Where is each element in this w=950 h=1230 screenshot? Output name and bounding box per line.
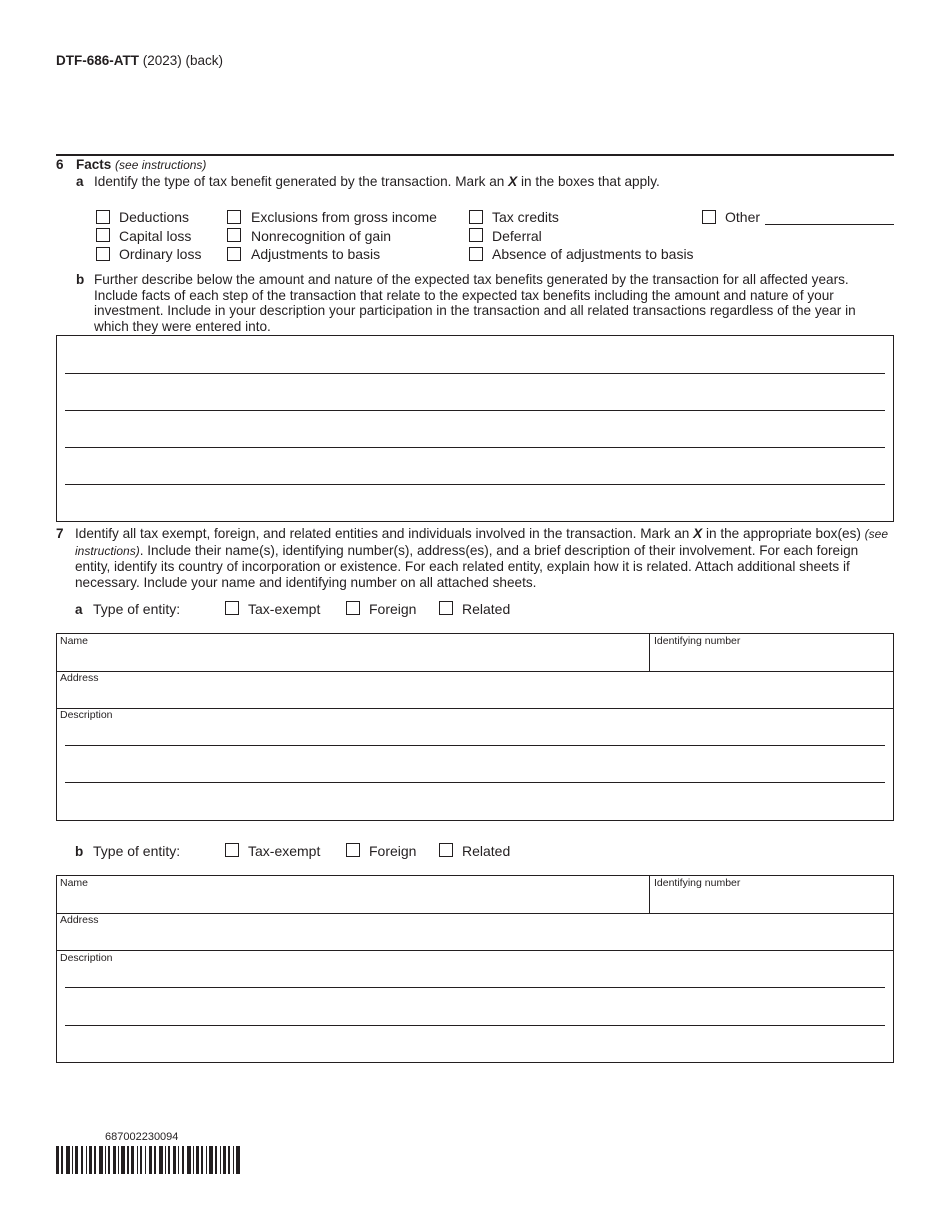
tax-credits-checkbox[interactable] [469,210,483,224]
x-mark: X [508,174,518,189]
line-6b-answer-line [65,484,885,485]
barcode-bar [99,1146,103,1174]
barcode-bar [108,1146,110,1174]
capital-loss-checkbox[interactable] [96,228,110,242]
barcode-bar [137,1146,138,1174]
barcode-bar [236,1146,240,1174]
barcode-bar [131,1146,134,1174]
deductions-label: Deductions [119,209,190,225]
absence-adjustments-checkbox[interactable] [469,247,483,261]
entity-a-divider [649,633,650,671]
barcode-bar [86,1146,87,1174]
entity-a-description-line [65,745,885,746]
entity-a-id-field[interactable]: Identifying number [654,635,741,647]
entity-a-divider [56,671,894,672]
entity-b-description-line [65,987,885,988]
barcode-bar [165,1146,166,1174]
barcode [56,1146,240,1174]
entity-a-tax-exempt-label: Tax-exempt [248,601,321,617]
barcode-bar [206,1146,207,1174]
barcode-number: 687002230094 [105,1131,179,1143]
entity-a-foreign-checkbox[interactable] [346,601,360,615]
line-6b-text: Further describe below the amount and nature of the expected tax benefits generated by the transaction for all affected years. Include facts of each step of the transaction that relate to the expected tax benefits including the amount and nature of your investment. Include in your description your participation in the transaction and all related transactions regardless of the year in which they were entered into. [94,272,856,334]
barcode-bar [215,1146,217,1174]
nonrecognition-checkbox[interactable] [227,228,241,242]
line-7-text-1: Identify all tax exempt, foreign, and related entities and individuals involved in the transaction. Mark an [75,526,694,541]
entity-a-letter: a [75,602,83,617]
line-6-note: (see instructions) [115,158,207,172]
other-label: Other [725,209,761,225]
entity-b-foreign-checkbox[interactable] [346,843,360,857]
line-6b-answer-line [65,373,885,374]
barcode-bar [223,1146,226,1174]
x-mark: X [693,526,703,541]
barcode-bar [66,1146,70,1174]
barcode-bar [81,1146,83,1174]
entity-a-description-field[interactable]: Description [60,709,113,721]
section-divider [56,154,894,156]
entity-b-table [56,875,894,1063]
entity-a-name-field[interactable]: Name [60,635,89,647]
entity-a-description-line [65,782,885,783]
line-7-text [75,526,890,590]
form-meta: (2023) (back) [139,53,224,68]
entity-b-description-line [65,1025,885,1026]
other-input-line[interactable] [765,224,894,225]
line-6b-answer-line [65,447,885,448]
line-6a-text-after: in the boxes that apply. [517,174,660,189]
entity-a-divider [56,708,894,709]
barcode-bar [56,1146,59,1174]
entity-b-name-field[interactable]: Name [60,877,89,889]
absence-adjustments-label: Absence of adjustments to basis [492,246,694,262]
entity-a-address-field[interactable]: Address [60,672,99,684]
barcode-bar [173,1146,176,1174]
capital-loss-label: Capital loss [119,228,192,244]
ordinary-loss-checkbox[interactable] [96,247,110,261]
deferral-checkbox[interactable] [469,228,483,242]
tax-credits-label: Tax credits [492,209,559,225]
line-7-number: 7 [56,526,64,541]
entity-a-foreign-label: Foreign [369,601,417,617]
nonrecognition-label: Nonrecognition of gain [251,228,392,244]
barcode-bar [61,1146,63,1174]
entity-b-related-label: Related [462,843,511,859]
entity-b-divider [56,950,894,951]
entity-b-foreign-label: Foreign [369,843,417,859]
entity-b-address-field[interactable]: Address [60,914,99,926]
form-header [56,53,223,68]
line-6b-letter: b [76,272,85,287]
exclusions-checkbox[interactable] [227,210,241,224]
other-checkbox[interactable] [702,210,716,224]
barcode-bar [140,1146,142,1174]
entity-b-id-field[interactable]: Identifying number [654,877,741,889]
barcode-bar [168,1146,170,1174]
entity-b-letter: b [75,844,84,859]
line-7-note: (see instructions) [75,527,889,558]
entity-b-type-label: Type of entity: [93,843,181,859]
deferral-label: Deferral [492,228,542,244]
barcode-bar [228,1146,230,1174]
line-6-title: Facts [76,157,112,172]
barcode-bar [89,1146,92,1174]
line-6a-instruction [94,174,660,189]
adjustments-label: Adjustments to basis [251,246,381,262]
entity-a-table [56,633,894,821]
barcode-bar [196,1146,199,1174]
barcode-bar [113,1146,116,1174]
deductions-checkbox[interactable] [96,210,110,224]
barcode-bar [209,1146,213,1174]
barcode-bar [193,1146,194,1174]
barcode-bar [220,1146,221,1174]
entity-b-related-checkbox[interactable] [439,843,453,857]
barcode-bar [233,1146,234,1174]
barcode-bar [145,1146,146,1174]
form-id: DTF-686-ATT [56,53,139,68]
line-6a-text-before: Identify the type of tax benefit generated by the transaction. Mark an [94,174,509,189]
barcode-bar [159,1146,163,1174]
line-7-text-3: . Include their name(s), identifying number(s), address(es), and a brief description of their involvement. For each foreign entity, identify its country of incorporation or existence. For each related entity, explain how it is related. Attach additional sheets if necessary. Include your name and identifying number on all attached sheets. [75,542,859,590]
barcode-bar [201,1146,203,1174]
entity-a-related-checkbox[interactable] [439,601,453,615]
exclusions-label: Exclusions from gross income [251,209,437,225]
barcode-bar [127,1146,129,1174]
barcode-bar [118,1146,119,1174]
line-6b-answer-box[interactable] [56,335,894,522]
barcode-bar [94,1146,96,1174]
barcode-bar [178,1146,179,1174]
barcode-bar [182,1146,184,1174]
line-6a-letter: a [76,174,84,189]
barcode-bar [154,1146,156,1174]
line-6-number: 6 [56,157,64,172]
entity-a-related-label: Related [462,601,511,617]
entity-a-type-label: Type of entity: [93,601,181,617]
entity-b-divider [649,875,650,913]
entity-a-tax-exempt-checkbox[interactable] [225,601,239,615]
line-6b-answer-line [65,410,885,411]
barcode-bar [187,1146,191,1174]
entity-b-tax-exempt-label: Tax-exempt [248,843,321,859]
barcode-bar [149,1146,152,1174]
line-6-heading [76,157,206,172]
entity-b-divider [56,913,894,914]
adjustments-checkbox[interactable] [227,247,241,261]
ordinary-loss-label: Ordinary loss [119,246,202,262]
barcode-bar [121,1146,125,1174]
line-7-text-2: in the appropriate box(es) [702,526,865,541]
barcode-bar [72,1146,73,1174]
barcode-bar [75,1146,78,1174]
entity-b-description-field[interactable]: Description [60,952,113,964]
entity-b-tax-exempt-checkbox[interactable] [225,843,239,857]
barcode-bar [105,1146,106,1174]
